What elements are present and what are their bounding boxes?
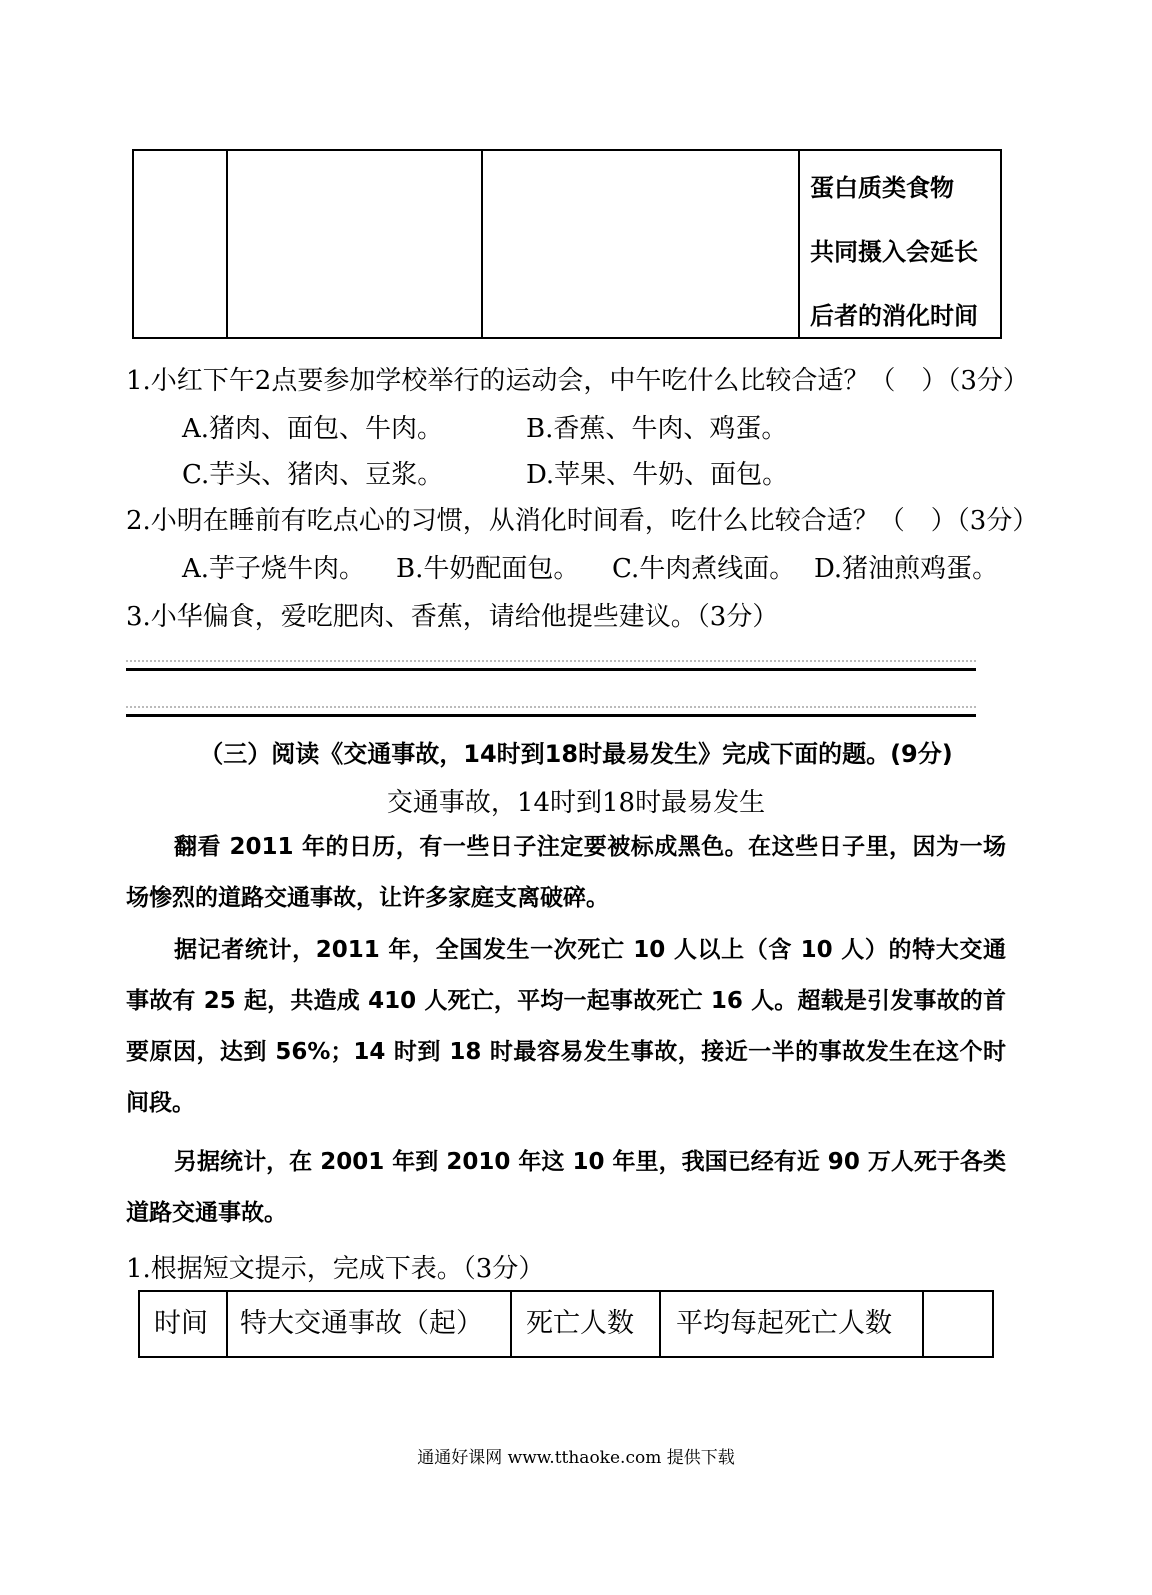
accident-table <box>138 1290 994 1358</box>
answer-line-2[interactable] <box>126 714 976 717</box>
answer-line-1[interactable] <box>126 668 976 671</box>
paragraph-2: 据记者统计，2011 年，全国发生一次死亡 10 人以上（含 10 人）的特大交通事故有 25 起，共造成 410 人死亡，平均一起事故死亡 16 人。超载是引发事故的首要原因，达到 56%；14 时到 18 时最容易发生事故，接近一半的事故发生在这个时间段。 <box>126 937 1006 1116</box>
cell-line-2: 共同摄入会延长 <box>810 238 978 266</box>
table-divider <box>226 1292 228 1356</box>
question-3: 3.小华偏食，爱吃肥肉、香蕉，请给他提些建议。（3分） <box>126 602 779 632</box>
question-2: 2.小明在睡前有吃点心的习惯，从消化时间看，吃什么比较合适？（ ）（3分） <box>126 506 1039 536</box>
cell-line-3: 后者的消化时间 <box>810 302 978 330</box>
header-deaths: 死亡人数 <box>526 1308 634 1339</box>
table-divider <box>922 1292 924 1356</box>
article-title: 交通事故，14时到18时最易发生 <box>386 788 766 818</box>
header-major-accidents: 特大交通事故（起） <box>240 1308 483 1339</box>
table-divider <box>226 151 228 337</box>
header-time: 时间 <box>154 1308 208 1339</box>
q2-option-b: B.牛奶配面包。 <box>396 554 580 584</box>
page-footer: 通通好课网 www.tthaoke.com 提供下载 <box>417 1448 735 1468</box>
table-divider <box>798 151 800 337</box>
cell-line-1: 蛋白质类食物 <box>810 174 954 202</box>
header-avg-deaths: 平均每起死亡人数 <box>676 1308 892 1339</box>
sub-question-1: 1.根据短文提示，完成下表。（3分） <box>126 1254 545 1284</box>
q1-option-c: C.芋头、猪肉、豆浆。 <box>182 460 444 490</box>
question-1: 1.小红下午2点要参加学校举行的运动会，中午吃什么比较合适？（ ）（3分） <box>126 366 1029 396</box>
answer-dots <box>126 706 976 708</box>
table-divider <box>510 1292 512 1356</box>
table-divider <box>481 151 483 337</box>
paragraph-1: 翻看 2011 年的日历，有一些日子注定要被标成黑色。在这些日子里，因为一场场惨烈的道路交通事故，让许多家庭支离破碎。 <box>126 834 1006 911</box>
q1-option-b: B.香蕉、牛肉、鸡蛋。 <box>526 414 788 444</box>
answer-dots <box>126 660 976 662</box>
table-divider <box>659 1292 661 1356</box>
q1-option-a: A.猪肉、面包、牛肉。 <box>182 414 444 444</box>
q2-option-c: C.牛肉煮线面。 <box>612 554 796 584</box>
q1-option-d: D.苹果、牛奶、面包。 <box>526 460 789 490</box>
section-heading: （三）阅读《交通事故，14时到18时最易发生》完成下面的题。(9分) <box>199 740 953 768</box>
q2-option-a: A.芋子烧牛肉。 <box>182 554 366 584</box>
q2-option-d: D.猪油煎鸡蛋。 <box>814 554 999 584</box>
paragraph-3: 另据统计，在 2001 年到 2010 年这 10 年里，我国已经有近 90 万人死于各类道路交通事故。 <box>126 1149 1006 1226</box>
